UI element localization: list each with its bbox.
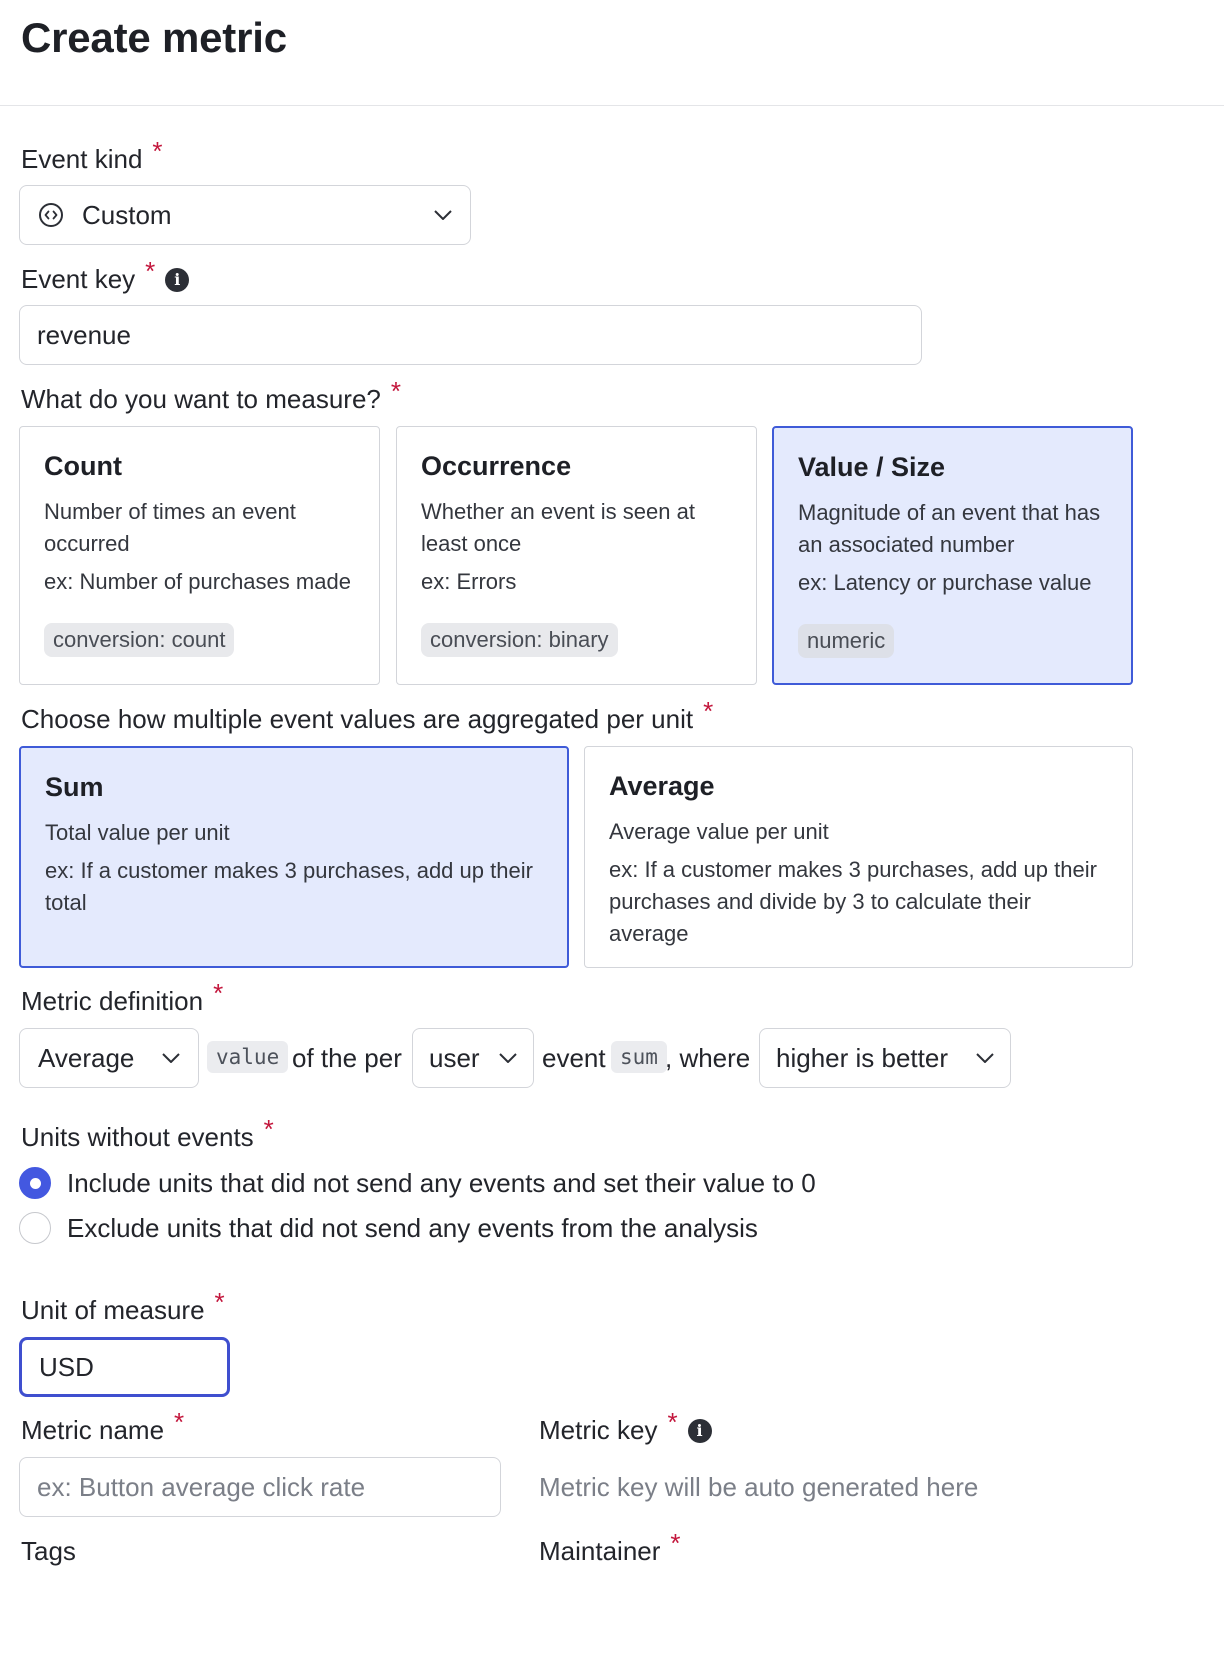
option-tag: conversion: count — [44, 623, 234, 657]
required-marker: * — [263, 1114, 274, 1144]
statistic-select[interactable]: Average — [19, 1028, 199, 1088]
aggregation-option-sum[interactable] — [19, 746, 569, 968]
units-without-events-label: Units without events * — [21, 1114, 274, 1152]
option-description: Average value per unit — [609, 819, 829, 844]
event-kind-label: Event kind * — [21, 136, 163, 174]
page-header — [0, 0, 1224, 106]
option-description: Total value per unit — [45, 820, 230, 845]
option-title: Sum — [45, 772, 104, 802]
direction-select[interactable]: higher is better — [759, 1028, 1011, 1088]
option-example: ex: If a customer makes 3 purchases, add up their total — [45, 858, 533, 915]
unit-select[interactable]: user — [412, 1028, 534, 1088]
info-icon[interactable]: i — [688, 1419, 712, 1443]
chevron-down-icon — [499, 1053, 517, 1063]
aggregation-label: Choose how multiple event values are aggregated per unit * — [21, 696, 714, 734]
option-example: ex: If a customer makes 3 purchases, add up their purchases and divide by 3 to calculate their average — [609, 857, 1097, 946]
metric-name-label: Metric name * — [21, 1407, 185, 1445]
radio-button[interactable] — [19, 1212, 51, 1244]
event-key-label: Event key * i — [21, 264, 189, 295]
where-text: , where — [665, 1043, 751, 1073]
required-marker: * — [214, 1287, 225, 1317]
required-marker: * — [213, 978, 224, 1008]
required-marker: * — [174, 1407, 185, 1437]
maintainer-label: Maintainer * — [539, 1528, 681, 1566]
value-chip: value — [207, 1041, 288, 1073]
metric-definition-label: Metric definition * — [21, 978, 224, 1016]
page-title: Create metric — [21, 14, 287, 61]
metric-key-placeholder: Metric key will be auto generated here — [539, 1472, 979, 1502]
required-marker: * — [152, 136, 163, 166]
measure-option-value-size[interactable] — [772, 426, 1133, 685]
unit-of-measure-label: Unit of measure * — [21, 1287, 225, 1325]
option-title: Value / Size — [798, 452, 946, 482]
metric-key-label: Metric key * i — [539, 1415, 712, 1446]
option-tag: numeric — [798, 624, 894, 658]
option-description: Whether an event is seen at least once — [421, 499, 695, 556]
event-text: event — [542, 1043, 606, 1073]
option-tag: conversion: binary — [421, 623, 618, 657]
unit-of-measure-input[interactable]: USD — [19, 1337, 230, 1397]
option-title: Occurrence — [421, 451, 572, 481]
option-example: ex: Errors — [421, 569, 517, 594]
exclude-units-radio-option[interactable]: Exclude units that did not send any events from the analysis — [19, 1212, 758, 1244]
measure-label: What do you want to measure? * — [21, 376, 401, 414]
required-marker: * — [667, 1407, 678, 1437]
required-marker: * — [390, 376, 401, 406]
chevron-down-icon — [162, 1053, 180, 1063]
event-key-input[interactable]: revenue — [19, 305, 922, 365]
event-kind-value: Custom — [82, 199, 172, 230]
option-title: Count — [44, 451, 122, 481]
event-kind-select[interactable] — [19, 185, 471, 245]
chevron-down-icon — [976, 1053, 994, 1063]
radio-button-selected[interactable] — [19, 1167, 51, 1199]
info-icon[interactable]: i — [165, 268, 189, 292]
of-the-per-text: of the per — [292, 1043, 402, 1073]
required-marker: * — [703, 696, 714, 726]
option-example: ex: Latency or purchase value — [798, 570, 1092, 595]
sum-chip: sum — [611, 1041, 667, 1073]
tags-label: Tags — [21, 1536, 76, 1566]
option-example: ex: Number of purchases made — [44, 569, 351, 594]
option-title: Average — [609, 771, 715, 801]
measure-option-occurrence[interactable] — [396, 426, 757, 685]
required-marker: * — [145, 256, 156, 286]
required-marker: * — [670, 1528, 681, 1558]
custom-event-icon — [38, 202, 64, 228]
option-description: Number of times an event occurred — [44, 499, 296, 556]
option-description: Magnitude of an event that has an associated number — [798, 500, 1101, 557]
include-units-radio-option[interactable]: Include units that did not send any events and set their value to 0 — [19, 1167, 816, 1199]
measure-option-count[interactable] — [19, 426, 380, 685]
metric-name-input[interactable]: ex: Button average click rate — [19, 1457, 501, 1517]
aggregation-option-average[interactable] — [584, 746, 1133, 968]
chevron-down-icon — [434, 210, 452, 220]
